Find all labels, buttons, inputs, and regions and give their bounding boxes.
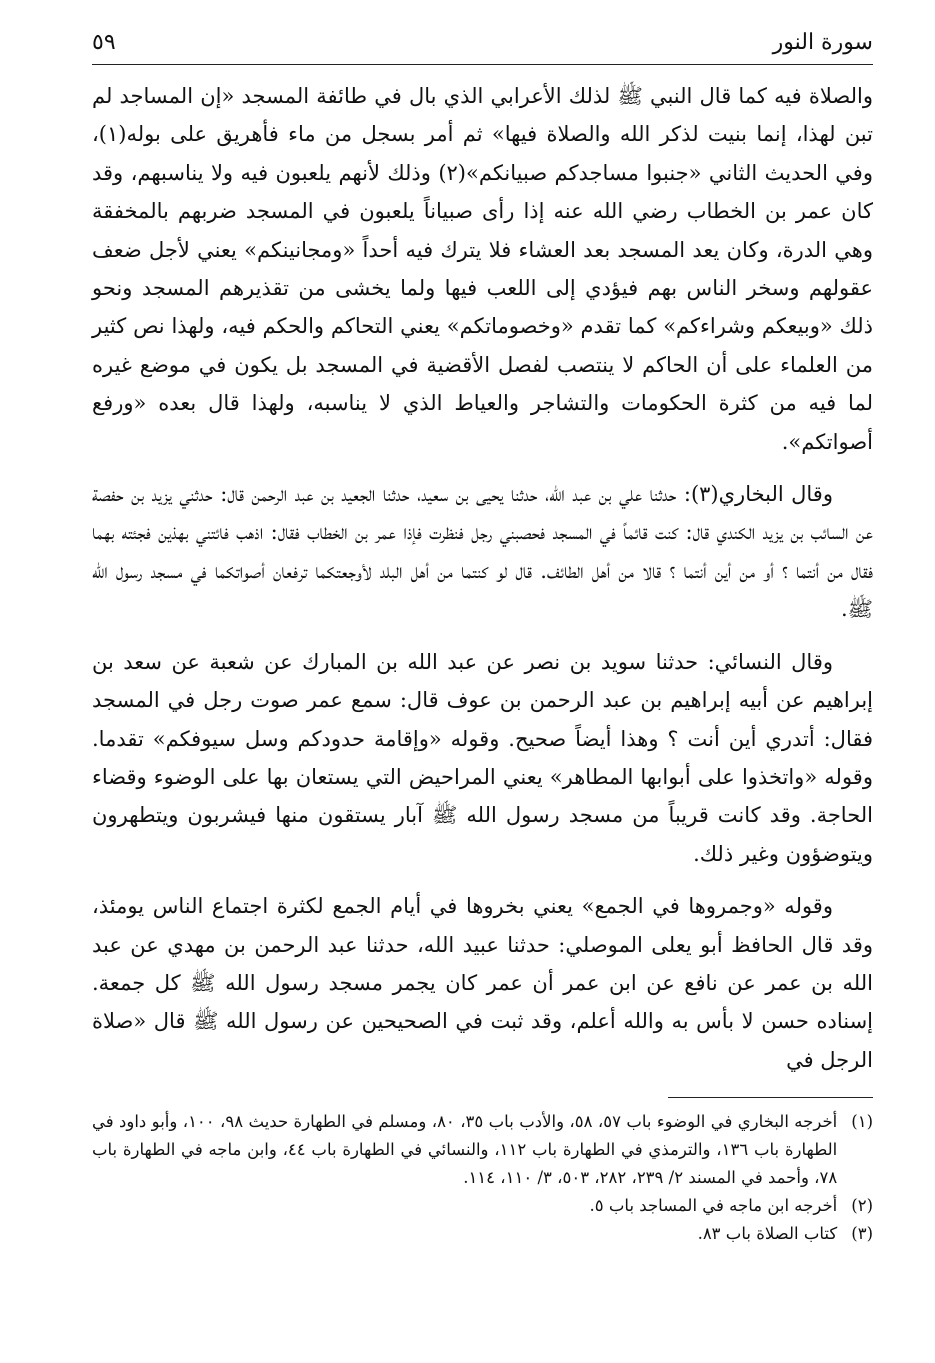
paragraph-3: وقال النسائي: حدثنا سويد بن نصر عن عبد الله بن المبارك عن شعبة عن سعد بن إبراهيم عن أبيه إبراهيم بن عبد الرحمن بن عوف قال: سمع عمر صوت رجل في المسجد فقال: أتدري أين أنت ؟ وهذا أيضاً صحيح. وقوله «وإقامة حدودكم وسل سيوفكم» تقدما. وقوله «واتخذوا على أبوابها المطاهر» يعني المراحيض التي يستعان بها على الوضوء وقضاء الحاجة. وقد كانت قريباً من مسجد رسول الله ﷺ آبار يستقون منها فيشربون ويتطهرون ويتوضؤون وغير ذلك. [92, 649, 873, 866]
paragraph-2: وقال البخاري(٣): حدثنا علي بن عبد الله، حدثنا يحيى بن سعيد، حدثنا الجعيد بن عبد الرحمن قال: حدثني يزيد بن حفصة عن السائب بن يزيد الكندي قال: كنت قائماً في المسجد فحصبني رجل فنظرت فإذا عمر بن الخطاب فقال: اذهب فائتني بهذين فجئته بهما فقال من أنتما ؟ أو من أين أنتما ؟ قالا من أهل الطائف. قال لو كنتما من أهل البلد لأوجعتكما ترفعان أصواتكما في مسجد رسول الله ﷺ. [92, 482, 873, 622]
paragraph-4: وقوله «وجمروها في الجمع» يعني بخروها في أيام الجمع لكثرة اجتماع الناس يومئذ، وقد قال الحافظ أبو يعلى الموصلي: حدثنا عبيد الله، حدثنا عبد الرحمن بن مهدي عن عبد الله بن عمر عن نافع عن ابن عمر أن عمر كان يجمر مسجد رسول الله ﷺ كل جمعة. إسناده حسن لا بأس به والله أعلم، وقد ثبت في الصحيحين عن رسول الله ﷺ قال «صلاة الرجل في [92, 894, 873, 1072]
footnote-separator [668, 1097, 873, 1098]
page-header [92, 28, 873, 65]
footnote-number: (٣) [851, 1224, 873, 1244]
footnote-number: (٢) [851, 1196, 873, 1216]
surah-title: سورة النور [772, 30, 873, 55]
footnote-1 [92, 1108, 873, 1192]
footnote-text: أخرجه ابن ماجه في المساجد باب ٥. [589, 1196, 838, 1216]
main-text [92, 77, 873, 1079]
footnote-3 [92, 1220, 873, 1248]
footnote-2 [92, 1192, 873, 1220]
footnote-text: كتاب الصلاة باب ٨٣. [697, 1224, 838, 1244]
footnotes [92, 1108, 873, 1248]
page-number: ٥٩ [92, 30, 116, 55]
footnote-number: (١) [851, 1112, 873, 1132]
footnote-text: أخرجه البخاري في الوضوء باب ٥٧، ٥٨، والأدب باب ٣٥، ٨٠، ومسلم في الطهارة حديث ٩٨، ١٠٠، وأبو داود في الطهارة باب ١٣٦، والترمذي في الطهارة باب ١١٢، والنسائي في الطهارة باب ٤٤، وابن ماجه في الطهارة باب ٧٨، وأحمد في المسند ٢/ ٢٣٩، ٢٨٢، ٥٠٣، ٣/ ١١٠، ١١٤. [92, 1112, 838, 1188]
paragraph-1: والصلاة فيه كما قال النبي ﷺ لذلك الأعرابي الذي بال في طائفة المسجد «إن المساجد لم تبن لهذا، إنما بنيت لذكر الله والصلاة فيها» ثم أمر بسجل من ماء فأهريق على بوله(١)، وفي الحديث الثاني «جنبوا مساجدكم صبيانكم»(٢) وذلك لأنهم يلعبون فيه ولا يناسبهم، وقد كان عمر بن الخطاب رضي الله عنه إذا رأى صبياناً يلعبون في المسجد ضربهم بالمخفقة وهي الدرة، وكان يعد المسجد بعد العشاء فلا يترك فيه أحداً «ومجانينكم» يعني لأجل ضعف عقولهم وسخر الناس بهم فيؤدي إلى اللعب فيها ولما يخشى من تقذيرهم المسجد ونحو ذلك «وبيعكم وشراءكم» كما تقدم «وخصوماتكم» يعني التحاكم والحكم فيه، ولهذا نص كثير من العلماء على أن الحاكم لا ينتصب لفصل الأقضية في المسجد بل يكون في موضع غيره لما فيه من كثرة الحكومات والتشاجر والعياط الذي لا يناسبه، ولهذا قال بعده «ورفع أصواتكم». [92, 84, 873, 454]
